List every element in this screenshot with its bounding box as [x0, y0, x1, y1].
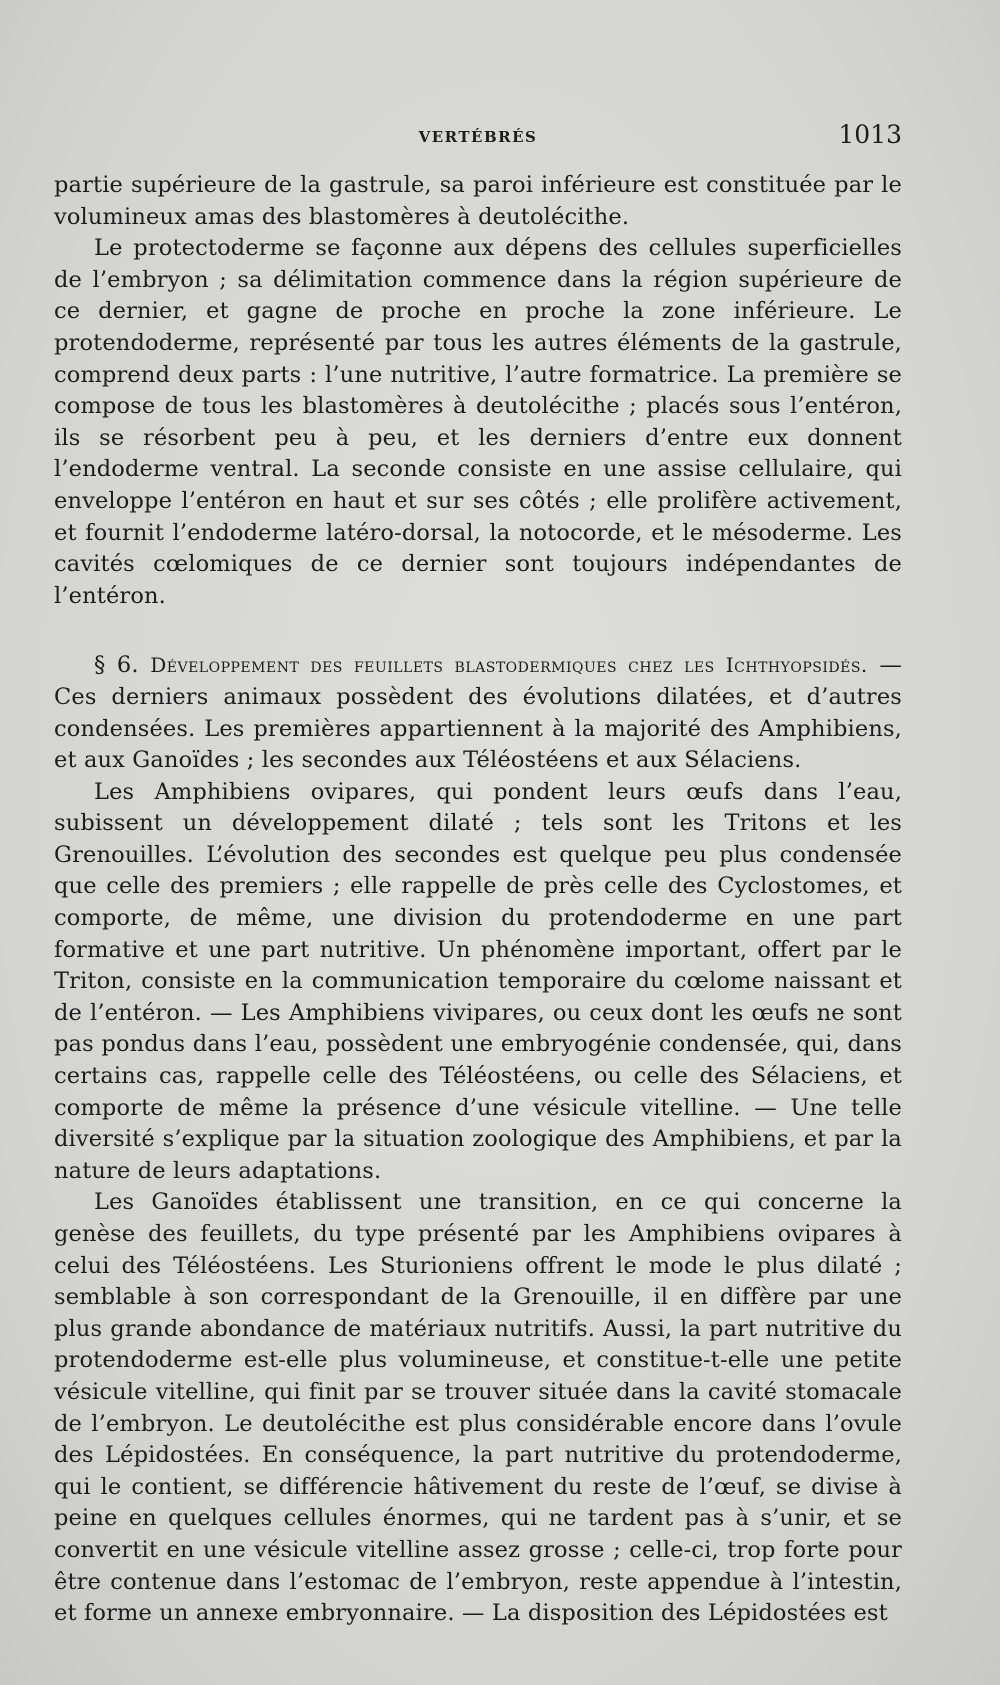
section-number: § 6.	[94, 652, 139, 679]
paragraph-continuation: partie supérieure de la gastrule, sa paroi inférieure est constituée par le volumineux amas des blastomères à deutolécithe.	[54, 172, 902, 230]
page-header	[54, 120, 902, 160]
section-title: Développement des feuillets blastodermiques chez les Ichthyopsidés.	[150, 653, 868, 678]
section-heading-paragraph	[54, 650, 902, 776]
running-title: VERTÉBRÉS	[418, 128, 538, 146]
section-intro: — Ces derniers animaux possèdent des évolutions dilatées, et d’autres condensées. Les premières appartiennent à la majorité des Amphibiens, et aux Ganoïdes ; les secondes aux Téléostéens et aux Sélaciens.	[54, 652, 902, 774]
paragraph: Les Ganoïdes établissent une transition, en ce qui concerne la genèse des feuillets, du type présenté par les Amphibiens ovipares à celui des Téléostéens. Les Sturioniens offrent le mode le plus dilaté ; semblable à son correspondant de la Grenouille, il en diffère par une plus grande abondance de matériaux nutritifs. Aussi, la part nutritive du protendoderme est-elle plus volumineuse, et constitue-t-elle une petite vésicule vitelline, qui finit par se trouver située dans la cavité stomacale de l’embryon. Le deutolécithe est plus considérable encore dans l’ovule des Lépidostées. En conséquence, la part nutritive du protendoderme, qui le contient, se différencie hâtivement du reste de l’œuf, se divise à peine en quelques cellules énormes, qui ne tardent pas à s’unir, et se convertit en une vésicule vitelline assez grosse ; celle-ci, trop forte pour être contenue dans l’estomac de l’embryon, reste appendue à l’intestin, et forme un annexe embryonnaire. — La disposition des Lépidostées est	[54, 1189, 902, 1627]
page-number: 1013	[838, 120, 902, 149]
paragraph: Les Amphibiens ovipares, qui pondent leurs œufs dans l’eau, subissent un développement dilaté ; tels sont les Tritons et les Grenouilles. L’évolution des secondes est quelque peu plus condensée que celle des premiers ; elle rappelle de près celle des Cyclostomes, et comporte, de même, une division du protendoderme en une part formative et une part nutritive. Un phénomène important, offert par le Triton, consiste en la communication temporaire du cœlome naissant et de l’entéron. — Les Amphibiens vivipares, ou ceux dont les œufs ne sont pas pondus dans l’eau, possèdent une embryogénie condensée, qui, dans certains cas, rappelle celle des Téléostéens, ou celle des Sélaciens, et comporte de même la présence d’une vésicule vitelline. — Une telle diversité s’explique par la situation zoologique des Amphibiens, et par la nature de leurs adaptations.	[54, 778, 902, 1184]
paragraph: Le protectoderme se façonne aux dépens des cellules superficielles de l’embryon ; sa délimitation commence dans la région supérieure de ce dernier, et gagne de proche en proche la zone inférieure. Le protendoderme, représenté par tous les autres éléments de la gastrule, comprend deux parts : l’une nutritive, l’autre formatrice. La première se compose de tous les blastomères à deutolécithe ; placés sous l’entéron, ils se résorbent peu à peu, et les derniers d’entre eux donnent l’endoderme ventral. La seconde consiste en une assise cellulaire, qui enveloppe l’entéron en haut et sur ses côtés ; elle prolifère activement, et fournit l’endoderme latéro-dorsal, la notocorde, et le mésoderme. Les cavités cœlomiques de ce dernier sont toujours indépendantes de l’entéron.	[54, 235, 902, 609]
text-body	[54, 170, 902, 1630]
